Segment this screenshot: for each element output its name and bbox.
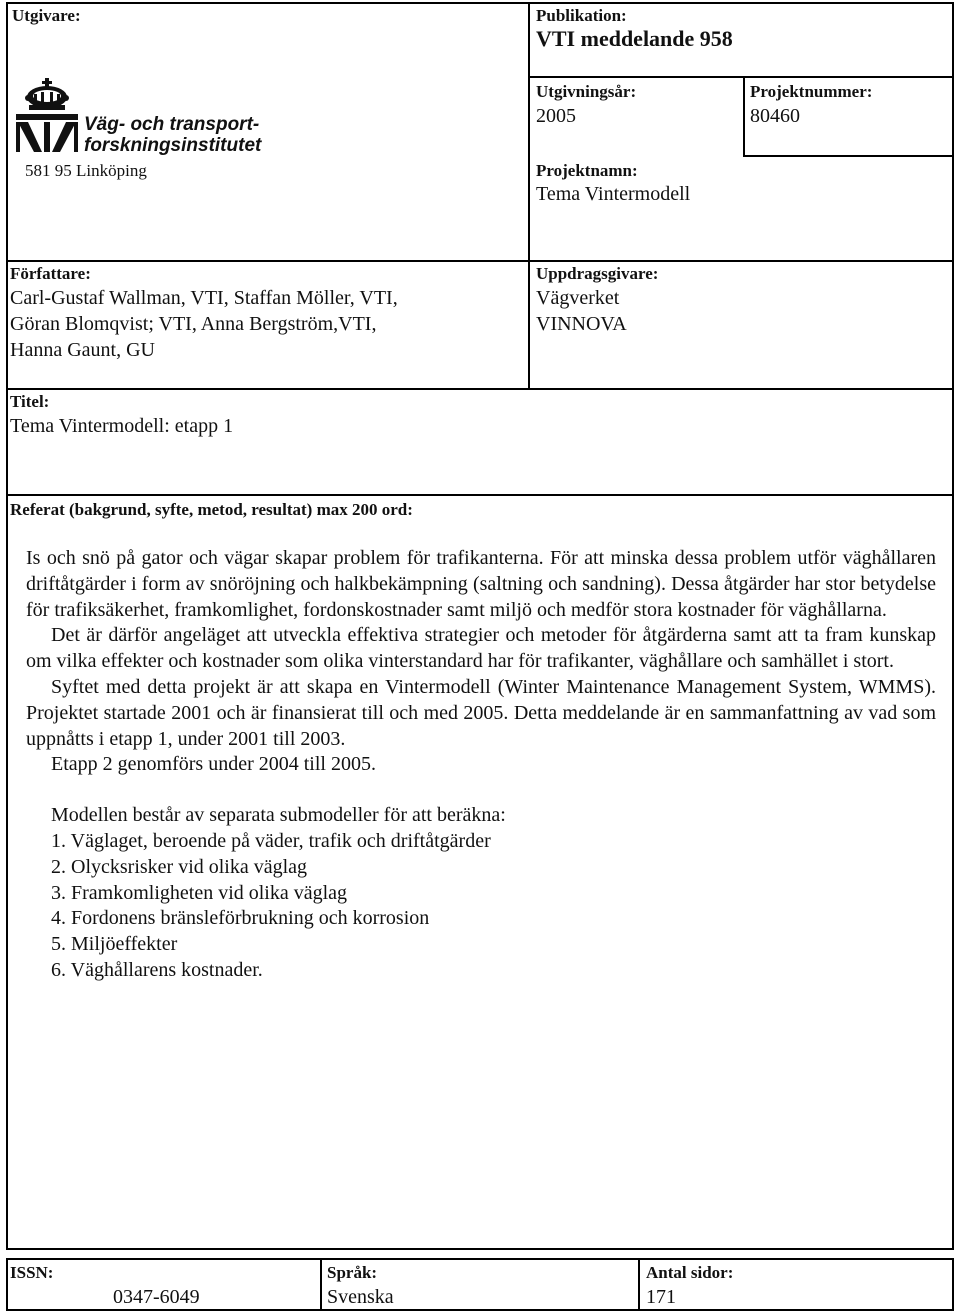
abstract-body — [26, 546, 936, 984]
abstract-paragraph: Is och snö på gator och vägar skapar problem för trafikanterna. För att minska dessa problem utför väghållaren driftåtgärder i form av snöröjning och halkbekämpning (saltning och sandning). Dessa åtgärder har stor betydelse för trafiksäkerhet, framkomlighet, fordonskostnader samt miljö och medför stora kostnader för väghållarna. — [26, 547, 936, 621]
pages-label: Antal sidor: — [646, 1263, 734, 1282]
client-line: VINNOVA — [536, 313, 627, 335]
divider — [528, 76, 954, 78]
list-item: 2. Olycksrisker vid olika väglag — [51, 855, 308, 878]
project-number-label: Projektnummer: — [750, 82, 873, 101]
project-number-value: 80460 — [750, 105, 800, 127]
abstract-paragraph: Det är därför angeläget att utveckla effektiva strategier och metoder för åtgärderna samt att ta fram kunskap om vilka effekter och kostnader som olika vinterstandard har för trafikanter, väghållare och samhället i stort. — [26, 624, 936, 673]
publication-value: VTI meddelande 958 — [536, 26, 733, 51]
year-label: Utgivningsår: — [536, 82, 637, 101]
client-label: Uppdragsgivare: — [536, 264, 659, 283]
logo-line1: Väg- och transport- — [84, 114, 260, 135]
abstract-paragraph: Syftet med detta projekt är att skapa en Vintermodell (Winter Maintenance Management System, WMMS). Projektet startade 2001 och är finansierat till och med 2005. Detta meddelande är en sammanfattning av vad som uppnåtts i etapp 1, under 2001 till 2003. — [26, 675, 936, 750]
divider — [743, 155, 954, 157]
vti-mark-icon — [16, 114, 78, 152]
issn-value: 0347-6049 — [113, 1286, 200, 1308]
abstract-paragraph: Etapp 2 genomförs under 2004 till 2005. — [51, 753, 376, 776]
authors-label: Författare: — [10, 264, 91, 283]
vti-logo — [14, 78, 262, 158]
submodel-list — [26, 829, 936, 984]
author-line: Hanna Gaunt, GU — [10, 339, 155, 361]
list-item: 5. Miljöeffekter — [51, 933, 178, 956]
pages-value: 171 — [646, 1286, 676, 1308]
title-value: Tema Vintermodell: etapp 1 — [10, 415, 234, 437]
issn-label: ISSN: — [10, 1263, 54, 1282]
abstract-label: Referat (bakgrund, syfte, metod, resultat) max 200 ord: — [10, 500, 413, 519]
project-name-value: Tema Vintermodell — [536, 183, 691, 205]
client-line: Vägverket — [536, 287, 620, 309]
language-value: Svenska — [327, 1286, 394, 1308]
author-line: Carl-Gustaf Wallman, VTI, Staffan Möller, VTI, — [10, 287, 398, 309]
list-item: 6. Väghållarens kostnader. — [51, 958, 263, 981]
publisher-address: 581 95 Linköping — [25, 161, 147, 180]
list-item: 3. Framkomligheten vid olika väglag — [51, 881, 348, 904]
list-item: 4. Fordonens bränsleförbrukning och korrosion — [51, 907, 430, 930]
title-label: Titel: — [10, 392, 50, 411]
title-box — [6, 388, 954, 496]
list-intro: Modellen består av separata submodeller för att beräkna: — [51, 804, 506, 827]
publication-label: Publikation: — [536, 6, 627, 25]
year-value: 2005 — [536, 105, 576, 127]
language-label: Språk: — [327, 1263, 378, 1282]
divider — [743, 76, 745, 156]
project-name-label: Projektnamn: — [536, 161, 638, 180]
list-item: 1. Väglaget, beroende på väder, trafik och driftåtgärder — [51, 829, 491, 852]
crown-icon — [25, 78, 69, 110]
author-line: Göran Blomqvist; VTI, Anna Bergström,VTI, — [10, 313, 377, 335]
publisher-label: Utgivare: — [12, 6, 81, 25]
logo-line2: forskningsinstitutet — [84, 135, 262, 156]
